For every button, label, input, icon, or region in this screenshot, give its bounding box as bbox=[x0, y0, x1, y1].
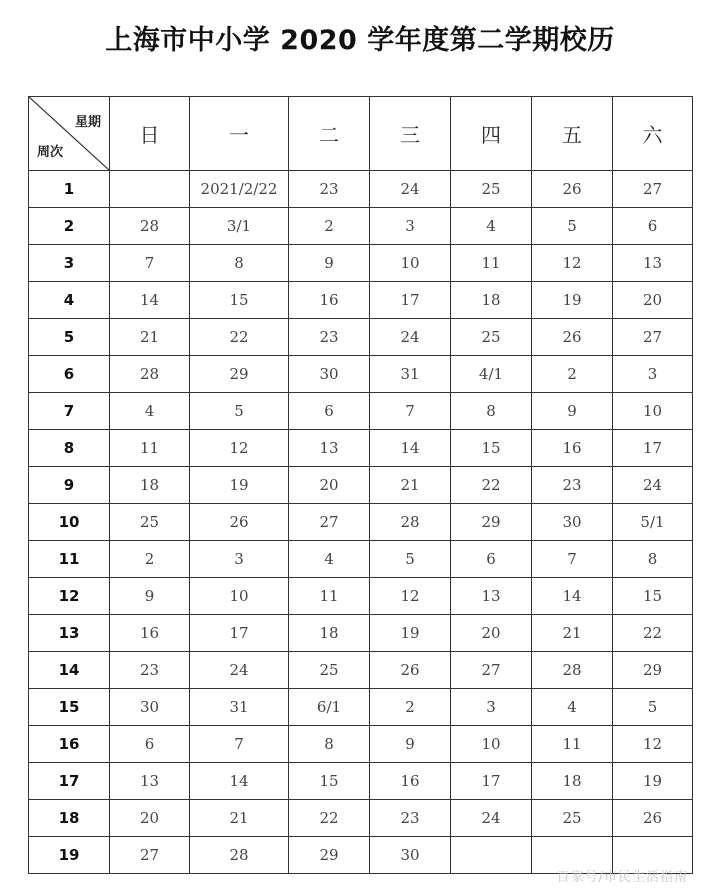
date-cell: 12 bbox=[613, 726, 693, 763]
date-cell: 3 bbox=[370, 208, 451, 245]
date-cell: 17 bbox=[370, 282, 451, 319]
date-cell: 10 bbox=[613, 393, 693, 430]
date-cell: 14 bbox=[110, 282, 190, 319]
date-cell: 31 bbox=[190, 689, 289, 726]
date-cell: 2 bbox=[532, 356, 613, 393]
date-cell: 14 bbox=[190, 763, 289, 800]
date-cell: 24 bbox=[613, 467, 693, 504]
table-row bbox=[29, 430, 693, 467]
day-header-thu: 四 bbox=[451, 97, 532, 171]
date-cell: 4/1 bbox=[451, 356, 532, 393]
watermark-text: 百家号/市民生活指南 bbox=[556, 870, 688, 885]
date-cell: 6 bbox=[613, 208, 693, 245]
table-row bbox=[29, 319, 693, 356]
date-cell: 28 bbox=[190, 837, 289, 874]
day-header-fri: 五 bbox=[532, 97, 613, 171]
date-cell: 29 bbox=[613, 652, 693, 689]
date-cell: 21 bbox=[190, 800, 289, 837]
date-cell: 22 bbox=[190, 319, 289, 356]
date-cell: 7 bbox=[190, 726, 289, 763]
date-cell: 4 bbox=[532, 689, 613, 726]
date-cell: 24 bbox=[190, 652, 289, 689]
day-header-sat: 六 bbox=[613, 97, 693, 171]
date-cell: 9 bbox=[289, 245, 370, 282]
date-cell: 10 bbox=[370, 245, 451, 282]
week-number-cell: 10 bbox=[29, 504, 110, 541]
page-title: 上海市中小学 2020 学年度第二学期校历 bbox=[105, 25, 615, 56]
date-cell: 31 bbox=[370, 356, 451, 393]
date-cell: 27 bbox=[451, 652, 532, 689]
date-cell: 8 bbox=[289, 726, 370, 763]
date-cell: 16 bbox=[370, 763, 451, 800]
week-number-cell: 8 bbox=[29, 430, 110, 467]
table-row bbox=[29, 689, 693, 726]
week-number-cell: 4 bbox=[29, 282, 110, 319]
table-row bbox=[29, 652, 693, 689]
date-cell: 23 bbox=[289, 171, 370, 208]
date-cell: 13 bbox=[110, 763, 190, 800]
date-cell: 27 bbox=[613, 171, 693, 208]
day-header-sun: 日 bbox=[110, 97, 190, 171]
week-number-cell: 5 bbox=[29, 319, 110, 356]
date-cell: 12 bbox=[532, 245, 613, 282]
date-cell: 7 bbox=[532, 541, 613, 578]
date-cell: 22 bbox=[289, 800, 370, 837]
date-cell: 3 bbox=[190, 541, 289, 578]
date-cell: 5 bbox=[613, 689, 693, 726]
date-cell: 23 bbox=[289, 319, 370, 356]
school-calendar-table bbox=[28, 96, 693, 874]
week-number-cell: 1 bbox=[29, 171, 110, 208]
date-cell: 12 bbox=[370, 578, 451, 615]
date-cell: 5 bbox=[532, 208, 613, 245]
date-cell: 3 bbox=[613, 356, 693, 393]
date-cell: 13 bbox=[289, 430, 370, 467]
date-cell: 16 bbox=[110, 615, 190, 652]
date-cell: 2 bbox=[370, 689, 451, 726]
week-number-cell: 13 bbox=[29, 615, 110, 652]
date-cell: 14 bbox=[532, 578, 613, 615]
table-row bbox=[29, 578, 693, 615]
table-row bbox=[29, 800, 693, 837]
week-number-cell: 19 bbox=[29, 837, 110, 874]
weekday-axis-label: 星期 bbox=[74, 115, 101, 130]
date-cell: 4 bbox=[289, 541, 370, 578]
date-cell: 30 bbox=[370, 837, 451, 874]
date-cell: 26 bbox=[532, 171, 613, 208]
week-number-cell: 3 bbox=[29, 245, 110, 282]
week-number-cell: 14 bbox=[29, 652, 110, 689]
date-cell: 15 bbox=[289, 763, 370, 800]
date-cell: 20 bbox=[110, 800, 190, 837]
corner-header-cell bbox=[29, 97, 110, 171]
date-cell: 29 bbox=[190, 356, 289, 393]
date-cell: 10 bbox=[190, 578, 289, 615]
date-cell: 30 bbox=[110, 689, 190, 726]
day-header-wed: 三 bbox=[370, 97, 451, 171]
date-cell: 11 bbox=[110, 430, 190, 467]
date-cell: 20 bbox=[451, 615, 532, 652]
date-cell: 3 bbox=[451, 689, 532, 726]
date-cell: 26 bbox=[370, 652, 451, 689]
date-cell: 5 bbox=[190, 393, 289, 430]
date-cell: 17 bbox=[613, 430, 693, 467]
date-cell: 21 bbox=[110, 319, 190, 356]
date-cell: 27 bbox=[613, 319, 693, 356]
date-cell: 17 bbox=[190, 615, 289, 652]
date-cell: 19 bbox=[190, 467, 289, 504]
date-cell: 6/1 bbox=[289, 689, 370, 726]
date-cell: 25 bbox=[532, 800, 613, 837]
date-cell: 15 bbox=[613, 578, 693, 615]
date-cell: 27 bbox=[289, 504, 370, 541]
day-header-tue: 二 bbox=[289, 97, 370, 171]
date-cell: 6 bbox=[451, 541, 532, 578]
date-cell: 25 bbox=[289, 652, 370, 689]
date-cell: 25 bbox=[110, 504, 190, 541]
date-cell: 12 bbox=[190, 430, 289, 467]
date-cell: 28 bbox=[110, 208, 190, 245]
date-cell: 28 bbox=[532, 652, 613, 689]
date-cell: 26 bbox=[613, 800, 693, 837]
date-cell: 7 bbox=[110, 245, 190, 282]
date-cell: 15 bbox=[190, 282, 289, 319]
date-cell: 6 bbox=[110, 726, 190, 763]
table-row bbox=[29, 208, 693, 245]
date-cell: 19 bbox=[532, 282, 613, 319]
table-row bbox=[29, 245, 693, 282]
date-cell: 23 bbox=[532, 467, 613, 504]
week-number-cell: 6 bbox=[29, 356, 110, 393]
table-row bbox=[29, 356, 693, 393]
date-cell: 22 bbox=[613, 615, 693, 652]
date-cell: 19 bbox=[613, 763, 693, 800]
date-cell: 28 bbox=[110, 356, 190, 393]
date-cell: 24 bbox=[370, 319, 451, 356]
date-cell: 23 bbox=[110, 652, 190, 689]
table-row bbox=[29, 393, 693, 430]
date-cell: 10 bbox=[451, 726, 532, 763]
week-number-cell: 9 bbox=[29, 467, 110, 504]
date-cell: 26 bbox=[532, 319, 613, 356]
date-cell: 2 bbox=[289, 208, 370, 245]
table-row bbox=[29, 467, 693, 504]
date-cell: 30 bbox=[289, 356, 370, 393]
date-cell: 9 bbox=[532, 393, 613, 430]
date-cell: 5 bbox=[370, 541, 451, 578]
date-cell: 11 bbox=[451, 245, 532, 282]
date-cell: 8 bbox=[613, 541, 693, 578]
date-cell bbox=[451, 837, 532, 874]
date-cell: 25 bbox=[451, 319, 532, 356]
date-cell: 29 bbox=[451, 504, 532, 541]
date-cell: 22 bbox=[451, 467, 532, 504]
week-number-cell: 11 bbox=[29, 541, 110, 578]
date-cell: 8 bbox=[451, 393, 532, 430]
table-row bbox=[29, 615, 693, 652]
week-number-cell: 12 bbox=[29, 578, 110, 615]
date-cell: 24 bbox=[451, 800, 532, 837]
date-cell bbox=[110, 171, 190, 208]
date-cell: 3/1 bbox=[190, 208, 289, 245]
date-cell: 7 bbox=[370, 393, 451, 430]
date-cell: 18 bbox=[289, 615, 370, 652]
week-number-cell: 2 bbox=[29, 208, 110, 245]
date-cell: 24 bbox=[370, 171, 451, 208]
week-number-axis-label: 周次 bbox=[37, 145, 64, 160]
date-cell: 28 bbox=[370, 504, 451, 541]
table-row bbox=[29, 726, 693, 763]
date-cell: 26 bbox=[190, 504, 289, 541]
date-cell: 8 bbox=[190, 245, 289, 282]
date-cell: 9 bbox=[110, 578, 190, 615]
date-cell: 4 bbox=[110, 393, 190, 430]
date-cell: 2 bbox=[110, 541, 190, 578]
date-cell: 4 bbox=[451, 208, 532, 245]
date-cell: 27 bbox=[110, 837, 190, 874]
date-cell: 16 bbox=[289, 282, 370, 319]
day-header-mon: 一 bbox=[190, 97, 289, 171]
date-cell: 6 bbox=[289, 393, 370, 430]
date-cell: 18 bbox=[532, 763, 613, 800]
date-cell: 14 bbox=[370, 430, 451, 467]
date-cell: 15 bbox=[451, 430, 532, 467]
date-cell: 13 bbox=[451, 578, 532, 615]
date-cell: 11 bbox=[532, 726, 613, 763]
week-number-cell: 7 bbox=[29, 393, 110, 430]
date-cell: 21 bbox=[532, 615, 613, 652]
week-number-cell: 15 bbox=[29, 689, 110, 726]
date-cell: 20 bbox=[613, 282, 693, 319]
date-cell: 23 bbox=[370, 800, 451, 837]
table-row bbox=[29, 504, 693, 541]
table-row bbox=[29, 282, 693, 319]
date-cell: 21 bbox=[370, 467, 451, 504]
date-cell: 9 bbox=[370, 726, 451, 763]
date-cell: 30 bbox=[532, 504, 613, 541]
week-number-cell: 16 bbox=[29, 726, 110, 763]
date-cell: 18 bbox=[451, 282, 532, 319]
week-number-cell: 17 bbox=[29, 763, 110, 800]
date-cell: 16 bbox=[532, 430, 613, 467]
date-cell: 13 bbox=[613, 245, 693, 282]
date-cell: 19 bbox=[370, 615, 451, 652]
date-cell: 11 bbox=[289, 578, 370, 615]
date-cell: 2021/2/22 bbox=[190, 171, 289, 208]
calendar-body bbox=[29, 171, 693, 874]
date-cell: 17 bbox=[451, 763, 532, 800]
header-row bbox=[29, 97, 693, 171]
table-row bbox=[29, 541, 693, 578]
date-cell: 25 bbox=[451, 171, 532, 208]
table-row bbox=[29, 171, 693, 208]
date-cell: 20 bbox=[289, 467, 370, 504]
table-row bbox=[29, 763, 693, 800]
date-cell: 18 bbox=[110, 467, 190, 504]
date-cell: 5/1 bbox=[613, 504, 693, 541]
date-cell: 29 bbox=[289, 837, 370, 874]
week-number-cell: 18 bbox=[29, 800, 110, 837]
